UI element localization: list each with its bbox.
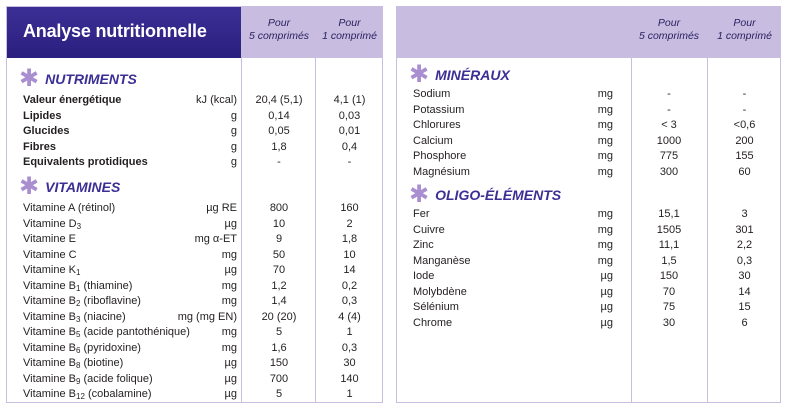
- nutrient-subscript: 2: [76, 299, 81, 308]
- nutrient-name: [23, 341, 141, 356]
- unit-cell: µg: [224, 372, 237, 385]
- value-1-tablet: 0,03: [338, 109, 361, 122]
- unit-cell: mg: [597, 88, 613, 100]
- value-1-tablet: 200: [735, 134, 754, 147]
- table-row: [397, 269, 780, 284]
- nutrient-name: [23, 232, 76, 247]
- nutrient-name: [23, 248, 77, 263]
- unit-cell: g: [230, 109, 237, 122]
- nutrient-name: [23, 201, 115, 216]
- nutrient-name: [23, 140, 56, 155]
- value-5-tablets: 50: [272, 248, 286, 261]
- nutrient-name-text: Valeur énergétique: [23, 94, 122, 106]
- unit-cell: mg: [221, 295, 237, 307]
- nutrient-name-text: Vitamine K: [23, 264, 76, 276]
- value-5-tablets: 1,6: [271, 341, 287, 354]
- asterisk-icon: ✱: [409, 61, 430, 88]
- nutrient-name: [23, 124, 69, 139]
- nutrient-name: [413, 238, 434, 253]
- nutrient-name-text: Magnésium: [413, 165, 470, 178]
- value-1-tablet: 4 (4): [338, 310, 361, 323]
- value-5-tablets: 9: [275, 233, 283, 245]
- table-row: [397, 285, 780, 300]
- value-1-tablet: 3: [741, 208, 748, 220]
- nutrient-name-text: Sodium: [413, 88, 451, 100]
- table-row: [7, 387, 382, 402]
- value-5-tablets: 75: [662, 301, 676, 313]
- column-header-line: 1 comprimé: [322, 30, 377, 42]
- value-5-tablets: -: [667, 103, 671, 116]
- nutrient-subscript: 1: [76, 268, 81, 277]
- table-row: [397, 118, 780, 133]
- value-5-tablets: 15,1: [658, 208, 680, 220]
- table-row: [7, 217, 382, 232]
- nutrient-name-text: Vitamine B: [23, 310, 76, 323]
- asterisk-icon: ✱: [19, 173, 40, 200]
- nutrient-name: [23, 310, 126, 325]
- nutrient-name: [413, 134, 453, 149]
- column-divider: [631, 7, 632, 402]
- nutrient-name: [23, 294, 141, 309]
- nutrient-name-text: Equivalents protidiques: [23, 156, 148, 168]
- nutrient-name: [23, 155, 148, 170]
- value-5-tablets: 0,14: [268, 109, 290, 122]
- table-row: [7, 109, 382, 124]
- value-5-tablets: 1000: [656, 134, 682, 147]
- table-header: [397, 7, 780, 58]
- nutrient-name-suffix: (cobalamine): [84, 388, 152, 400]
- nutrient-name-suffix: (thiamine): [80, 279, 133, 292]
- value-1-tablet: <0,6: [733, 119, 756, 131]
- nutrient-name: [23, 279, 132, 294]
- nutrient-name-text: Vitamine B: [23, 372, 76, 385]
- value-1-tablet: 60: [738, 165, 751, 178]
- column-header-line: Pour: [267, 17, 291, 29]
- nutrient-name-text: Iode: [413, 270, 435, 282]
- column-header-1-tablet: [315, 17, 384, 43]
- value-5-tablets: 30: [662, 316, 676, 329]
- unit-cell: mg α-ET: [194, 233, 237, 245]
- value-1-tablet: 0,3: [341, 295, 358, 307]
- unit-cell: mg: [597, 223, 613, 236]
- nutrient-name-text: Fibres: [23, 140, 57, 153]
- unit-cell: µg: [224, 217, 237, 230]
- value-1-tablet: 1,8: [341, 233, 358, 245]
- nutrient-name: [23, 356, 123, 371]
- value-1-tablet: 155: [735, 150, 754, 162]
- value-5-tablets: 1,4: [271, 295, 287, 307]
- table-row: [7, 140, 382, 155]
- nutrient-subscript: 3: [76, 314, 81, 324]
- nutrient-name: [413, 103, 464, 118]
- section-heading: [19, 65, 137, 92]
- table-row: [397, 316, 780, 331]
- nutrient-name-suffix: (pyridoxine): [80, 341, 141, 354]
- unit-cell: g: [230, 156, 237, 168]
- value-5-tablets: 150: [659, 270, 679, 282]
- unit-cell: mg: [597, 119, 613, 131]
- value-1-tablet: 0,01: [338, 125, 361, 137]
- table-row: [7, 325, 382, 340]
- column-header-line: 5 comprimés: [248, 30, 310, 42]
- nutrient-name: [413, 254, 471, 269]
- nutrient-name-text: Potassium: [413, 103, 465, 116]
- table-row: [7, 310, 382, 325]
- nutrient-subscript: 9: [76, 376, 81, 386]
- value-5-tablets: 70: [662, 285, 676, 298]
- nutrient-name: [23, 217, 81, 232]
- value-5-tablets: 775: [659, 150, 679, 162]
- unit-cell: µg: [600, 285, 613, 298]
- section-label: MINÉRAUX: [435, 67, 510, 83]
- nutrient-name-text: Zinc: [413, 239, 434, 251]
- nutrient-name: [23, 372, 153, 387]
- table-row: [397, 223, 780, 238]
- unit-cell: mg: [597, 165, 613, 178]
- value-1-tablet: 0,4: [341, 140, 358, 153]
- column-header-line: 5 comprimés: [638, 30, 700, 42]
- value-5-tablets: 1505: [656, 223, 682, 236]
- value-5-tablets: 700: [269, 372, 289, 385]
- nutrient-name: [23, 109, 62, 124]
- value-1-tablet: 1: [346, 388, 353, 400]
- value-1-tablet: -: [742, 103, 747, 116]
- table-header: [7, 7, 382, 58]
- table-row: [7, 294, 382, 309]
- value-5-tablets: 70: [272, 264, 286, 276]
- value-5-tablets: -: [667, 88, 671, 100]
- table-row: [397, 300, 780, 315]
- table-row: [7, 341, 382, 356]
- nutrient-name-text: Vitamine B: [23, 279, 76, 292]
- value-1-tablet: 1: [346, 326, 353, 338]
- unit-cell: mg: [597, 254, 613, 267]
- nutrient-subscript: 3: [76, 221, 82, 231]
- nutrient-name-suffix: (acide pantothénique): [80, 326, 190, 338]
- nutrient-name: [413, 316, 452, 331]
- table-row: [7, 263, 382, 278]
- nutrient-name-text: Glucides: [23, 125, 70, 137]
- value-1-tablet: 6: [741, 316, 748, 329]
- table-row: [7, 201, 382, 216]
- nutrient-name-text: Fer: [413, 208, 430, 220]
- nutrient-name-text: Sélénium: [413, 301, 459, 313]
- unit-cell: µg: [224, 264, 237, 276]
- section-label: NUTRIMENTS: [45, 71, 137, 87]
- unit-cell: µg: [224, 388, 237, 400]
- value-5-tablets: 150: [269, 357, 289, 369]
- value-5-tablets: < 3: [661, 119, 677, 131]
- section-heading: [19, 173, 121, 200]
- nutrient-name-text: Manganèse: [413, 254, 471, 267]
- nutrient-name-text: Vitamine B: [23, 341, 76, 354]
- nutrient-name: [23, 325, 190, 340]
- section-label: OLIGO-ÉLÉMENTS: [435, 187, 562, 203]
- nutrient-name: [23, 93, 121, 108]
- nutrient-name-text: Calcium: [413, 134, 453, 147]
- table-row: [397, 134, 780, 149]
- table-row: [397, 103, 780, 118]
- nutrient-name: [413, 118, 461, 133]
- value-5-tablets: 20,4 (5,1): [255, 94, 303, 106]
- table-row: [7, 356, 382, 371]
- value-5-tablets: 0,05: [268, 125, 290, 137]
- table-row: [397, 149, 780, 164]
- nutrient-subscript: 5: [76, 330, 81, 339]
- unit-cell: µg: [224, 357, 237, 369]
- value-1-tablet: 14: [343, 264, 356, 276]
- column-divider: [707, 7, 708, 402]
- nutrient-name-suffix: (acide folique): [80, 372, 153, 385]
- value-1-tablet: 15: [738, 301, 751, 313]
- value-1-tablet: 0,3: [341, 341, 358, 354]
- nutrient-name: [413, 149, 466, 164]
- nutrient-name: [413, 207, 430, 222]
- nutrient-subscript: 6: [76, 345, 81, 355]
- value-5-tablets: 300: [659, 165, 679, 178]
- table-row: [7, 372, 382, 387]
- value-5-tablets: 11,1: [658, 239, 680, 251]
- nutrient-name-text: Vitamine D: [23, 217, 77, 230]
- unit-cell: mg: [597, 103, 613, 116]
- value-1-tablet: 10: [343, 248, 356, 261]
- nutrient-name: [23, 263, 80, 278]
- nutrient-name-suffix: (niacine): [80, 310, 126, 323]
- value-5-tablets: 5: [275, 326, 283, 338]
- unit-cell: mg: [221, 279, 237, 292]
- nutrient-name-text: Vitamine B: [23, 388, 76, 400]
- column-header-1-tablet: [707, 17, 782, 43]
- title-banner: [7, 7, 241, 58]
- nutrient-name: [413, 285, 467, 300]
- table-row: [397, 238, 780, 253]
- value-5-tablets: 1,5: [661, 254, 677, 267]
- nutrient-name: [413, 223, 445, 238]
- column-header-line: Pour: [657, 17, 681, 29]
- value-1-tablet: 14: [738, 285, 751, 298]
- unit-cell: mg: [221, 326, 237, 338]
- value-5-tablets: -: [277, 156, 281, 168]
- nutrient-name-text: Vitamine B: [23, 326, 76, 338]
- unit-cell: µg: [600, 316, 613, 329]
- nutrition-table-right: [396, 6, 781, 403]
- nutrient-name-text: Vitamine E: [23, 233, 76, 245]
- nutrient-name: [413, 87, 450, 102]
- nutrient-name-text: Phosphore: [413, 150, 467, 162]
- value-1-tablet: 2,2: [736, 239, 753, 251]
- section-label: VITAMINES: [45, 179, 121, 195]
- value-1-tablet: -: [347, 156, 352, 168]
- nutrient-name: [413, 165, 470, 180]
- page-title: Analyse nutritionnelle: [23, 21, 207, 41]
- value-1-tablet: 2: [346, 217, 353, 230]
- value-1-tablet: 140: [340, 372, 359, 385]
- asterisk-icon: ✱: [19, 65, 40, 92]
- nutrient-name-text: Molybdène: [413, 285, 467, 298]
- nutrient-name: [413, 269, 434, 284]
- value-5-tablets: 800: [269, 202, 289, 214]
- value-5-tablets: 1,8: [271, 140, 287, 153]
- nutrient-name: [23, 387, 152, 402]
- nutrient-name-text: Vitamine B: [23, 357, 76, 369]
- column-header-line: Pour: [338, 17, 361, 29]
- value-5-tablets: 5: [275, 388, 283, 400]
- value-1-tablet: -: [742, 88, 747, 100]
- value-1-tablet: 301: [735, 223, 754, 236]
- nutrient-subscript: 8: [76, 361, 81, 370]
- value-5-tablets: 1,2: [271, 279, 287, 292]
- nutrient-subscript: 1: [76, 283, 81, 293]
- nutrient-name-text: Chlorures: [413, 119, 461, 131]
- value-5-tablets: 10: [272, 217, 286, 230]
- nutrient-subscript: 12: [76, 392, 85, 401]
- table-row: [397, 207, 780, 222]
- nutrient-name: [413, 300, 459, 315]
- table-row: [7, 124, 382, 139]
- unit-cell: mg: [597, 134, 613, 147]
- value-1-tablet: 160: [340, 202, 359, 214]
- column-header-line: Pour: [733, 17, 756, 29]
- unit-cell: kJ (kcal): [196, 94, 237, 106]
- value-5-tablets: 20 (20): [261, 310, 297, 323]
- nutrient-name-suffix: (riboflavine): [80, 295, 141, 307]
- nutrient-name-text: Vitamine C: [23, 248, 77, 261]
- value-1-tablet: 0,3: [736, 254, 753, 267]
- unit-cell: µg: [600, 270, 613, 282]
- value-1-tablet: 4,1 (1): [333, 94, 366, 106]
- unit-cell: mg: [597, 208, 613, 220]
- unit-cell: g: [230, 125, 237, 137]
- column-header-5-tablets: [631, 17, 707, 43]
- section-heading: [409, 61, 510, 88]
- table-row: [7, 248, 382, 263]
- value-1-tablet: 30: [343, 357, 356, 369]
- nutrient-name-text: Cuivre: [413, 223, 445, 236]
- table-row: [397, 87, 780, 102]
- unit-cell: mg: [221, 341, 237, 354]
- table-row: [7, 279, 382, 294]
- table-row: [397, 165, 780, 180]
- column-header-5-tablets: [243, 17, 315, 43]
- unit-cell: mg: [597, 150, 613, 162]
- asterisk-icon: ✱: [409, 181, 430, 208]
- unit-cell: mg: [221, 248, 237, 261]
- unit-cell: µg: [600, 301, 613, 313]
- unit-cell: mg: [597, 239, 613, 251]
- unit-cell: mg (mg EN): [177, 310, 237, 323]
- value-1-tablet: 30: [738, 270, 751, 282]
- nutrient-name-text: Lipides: [23, 109, 62, 122]
- unit-cell: g: [230, 140, 237, 153]
- column-header-line: 1 comprimé: [717, 30, 772, 42]
- table-row: [7, 232, 382, 247]
- nutrition-table-left: [6, 6, 383, 403]
- section-heading: [409, 181, 562, 208]
- table-row: [7, 93, 382, 108]
- nutrient-name-suffix: (biotine): [80, 357, 124, 369]
- table-row: [397, 254, 780, 269]
- unit-cell: µg RE: [206, 202, 237, 214]
- nutrient-name-text: Vitamine A (rétinol): [23, 202, 116, 214]
- table-row: [7, 155, 382, 170]
- nutrient-name-text: Vitamine B: [23, 295, 76, 307]
- nutrient-name-text: Chrome: [413, 316, 453, 329]
- value-1-tablet: 0,2: [341, 279, 358, 292]
